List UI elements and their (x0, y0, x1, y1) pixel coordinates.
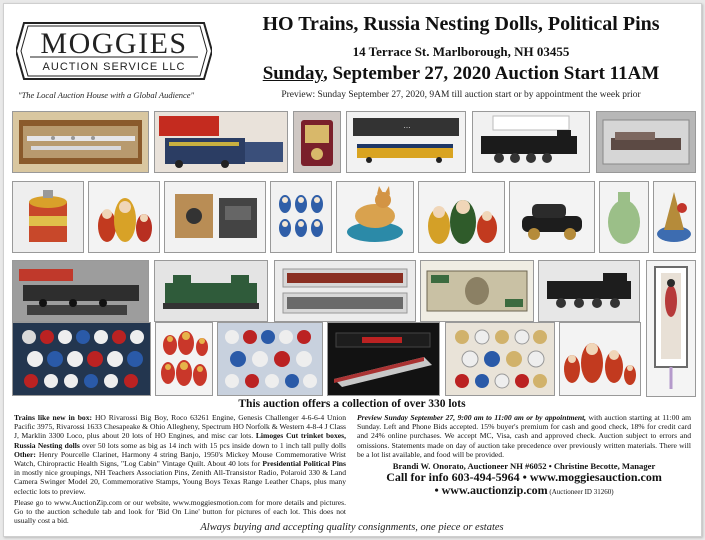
political-pins-heading: Presidential Political Pins (260, 459, 346, 469)
svg-text:⋯: ⋯ (403, 125, 411, 132)
photo-boxed-locomotive (346, 111, 466, 173)
photo-car-in-case (596, 111, 696, 173)
photo-cat-trinket-box (336, 181, 414, 253)
preview-info: Preview: Sunday September 27, 2020, 9AM till auction start or by appointment the week prior (281, 90, 641, 100)
photo-vintage-radio (293, 111, 341, 173)
items-paragraph (14, 413, 346, 496)
photo-political-pins-3 (445, 322, 555, 396)
photo-green-engine (154, 260, 268, 322)
logo-subtitle: AUCTION SERVICE LLC (42, 61, 186, 73)
photo-green-glass-vase (599, 181, 649, 253)
photo-tin-canister (12, 181, 84, 253)
photo-eiffel-trinket-box (653, 181, 696, 253)
other-text: Henry Pourcelle Clarinet, Harmony 4 string Banjo, 1950's Mickey Mouse Commemorative Wrist Watch, Chiropractic Health Signs, "Log Cabin" Vintage Quilt. About 40 lots for (14, 449, 346, 469)
auction-date-rest: , September 27, 2020 Auction Start 11AM (322, 63, 660, 84)
photo-steam-engine-box (472, 111, 590, 173)
limoges-heading: Limoges Cut trinket boxes, Russia Nesting dolls (14, 431, 346, 450)
photo-political-pins-1 (12, 322, 151, 396)
terms-paragraph (357, 413, 691, 459)
photo-framed-print (646, 260, 696, 397)
auctioneer-id: (Auctioneer ID 31260) (547, 488, 614, 497)
pins-text: in mostly nice groupings, NH Teachers Association Pins, Zenith All-Transistor Radio, Polaroid 330 & Land Camera Swinger Model 20, Commemorative Stamps, Young Boys Texas Range Leather Chaps, plus many eclectic lots to preview. (14, 468, 346, 496)
photo-political-pins-2 (217, 322, 323, 396)
photo-boxed-cars (274, 260, 416, 322)
auction-day: Sunday (262, 63, 323, 84)
preview-times: Preview Sunday September 27, 9:00 am to 11:00 am or by appointment, (357, 413, 587, 422)
photo-wooden-camera (164, 181, 266, 253)
auctionzip-link[interactable] (357, 484, 691, 499)
terms-column (357, 413, 691, 499)
photo-nesting-dolls-1 (88, 181, 160, 253)
photo-bank-note (420, 260, 534, 322)
offer-heading: This auction offers a collection of over 330 lots (238, 398, 466, 410)
terms-text: with auction starting at 11:00 am Sunday. Left and Phone Bids accepted. 15% buyer's premium for cash and good check, 18% for credit card and 24% online purchases. We accept MC, Visa, cash and approved check. Auction subject to errors and omissions. Statements made on day of auction take precedence over previously written materials. There will be a lot list available, and food will be provided. (357, 413, 691, 459)
tagline: "The Local Auction House with a Global Audience" (18, 90, 195, 100)
moggies-logo (16, 17, 212, 85)
auction-flyer (3, 3, 702, 537)
contact-phone-web[interactable]: Call for info 603-494-5964 • www.moggiesauction.com (386, 470, 662, 485)
photo-small-dolls (270, 181, 332, 253)
website-paragraph: Please go to www.AuctionZip.com or our website, www.moggiesmotion.com for more details and pictures. Go to the auction schedule tab and look for 'Bid On Line' button for pictures of each lot. This does not usually cost a bid. (14, 497, 346, 526)
description-column (14, 413, 346, 527)
auctioneer-info: Brandi W. Onorato, Auctioneer NH #6052 • Christine Becotte, Manager (392, 461, 656, 472)
trains-heading: Trains like new in box: (14, 413, 93, 422)
page-title: HO Trains, Russia Nesting Dolls, Political Pins (262, 13, 660, 35)
photo-nesting-dolls-4 (559, 322, 641, 396)
address: 14 Terrace St. Marlborough, NH 03455 (352, 44, 570, 59)
photo-ho-train-set-box (154, 111, 288, 173)
photo-black-engine (538, 260, 640, 322)
photo-flute-case (12, 111, 149, 173)
photo-engines-lot (12, 260, 149, 322)
trains-text: HO Rivarossi Big Boy, Roco 63261 Engine, Genesis Challenger 4-6-6-4 Union Pacific 3975, Rivarossi 1633 Chesapeake & Ohio Allegheny, Spectrum HO Norfolk & Western 4-8-4 J Class J, Marklin 3300 Loco, plus about 20 lots of HO Engines, and misc car lots. (14, 413, 346, 441)
photo-nesting-dolls-3 (155, 322, 213, 396)
other-heading: Other: (14, 449, 36, 459)
photo-car-trinket-box (509, 181, 595, 253)
photo-nesting-dolls-2 (418, 181, 505, 253)
logo-name: MOGGIES (40, 27, 188, 60)
dolls-text: over 50 lots some as big as 14 inch with 15 pcs inside down to 1 inch tall pully dolls (79, 440, 346, 450)
photo-silver-train (327, 322, 440, 396)
auction-date (222, 63, 700, 85)
footer-slogan: Always buying and accepting quality consignments, one piece or estates (200, 522, 504, 533)
auctionzip-url[interactable]: • www.auctionzip.com (434, 483, 548, 498)
